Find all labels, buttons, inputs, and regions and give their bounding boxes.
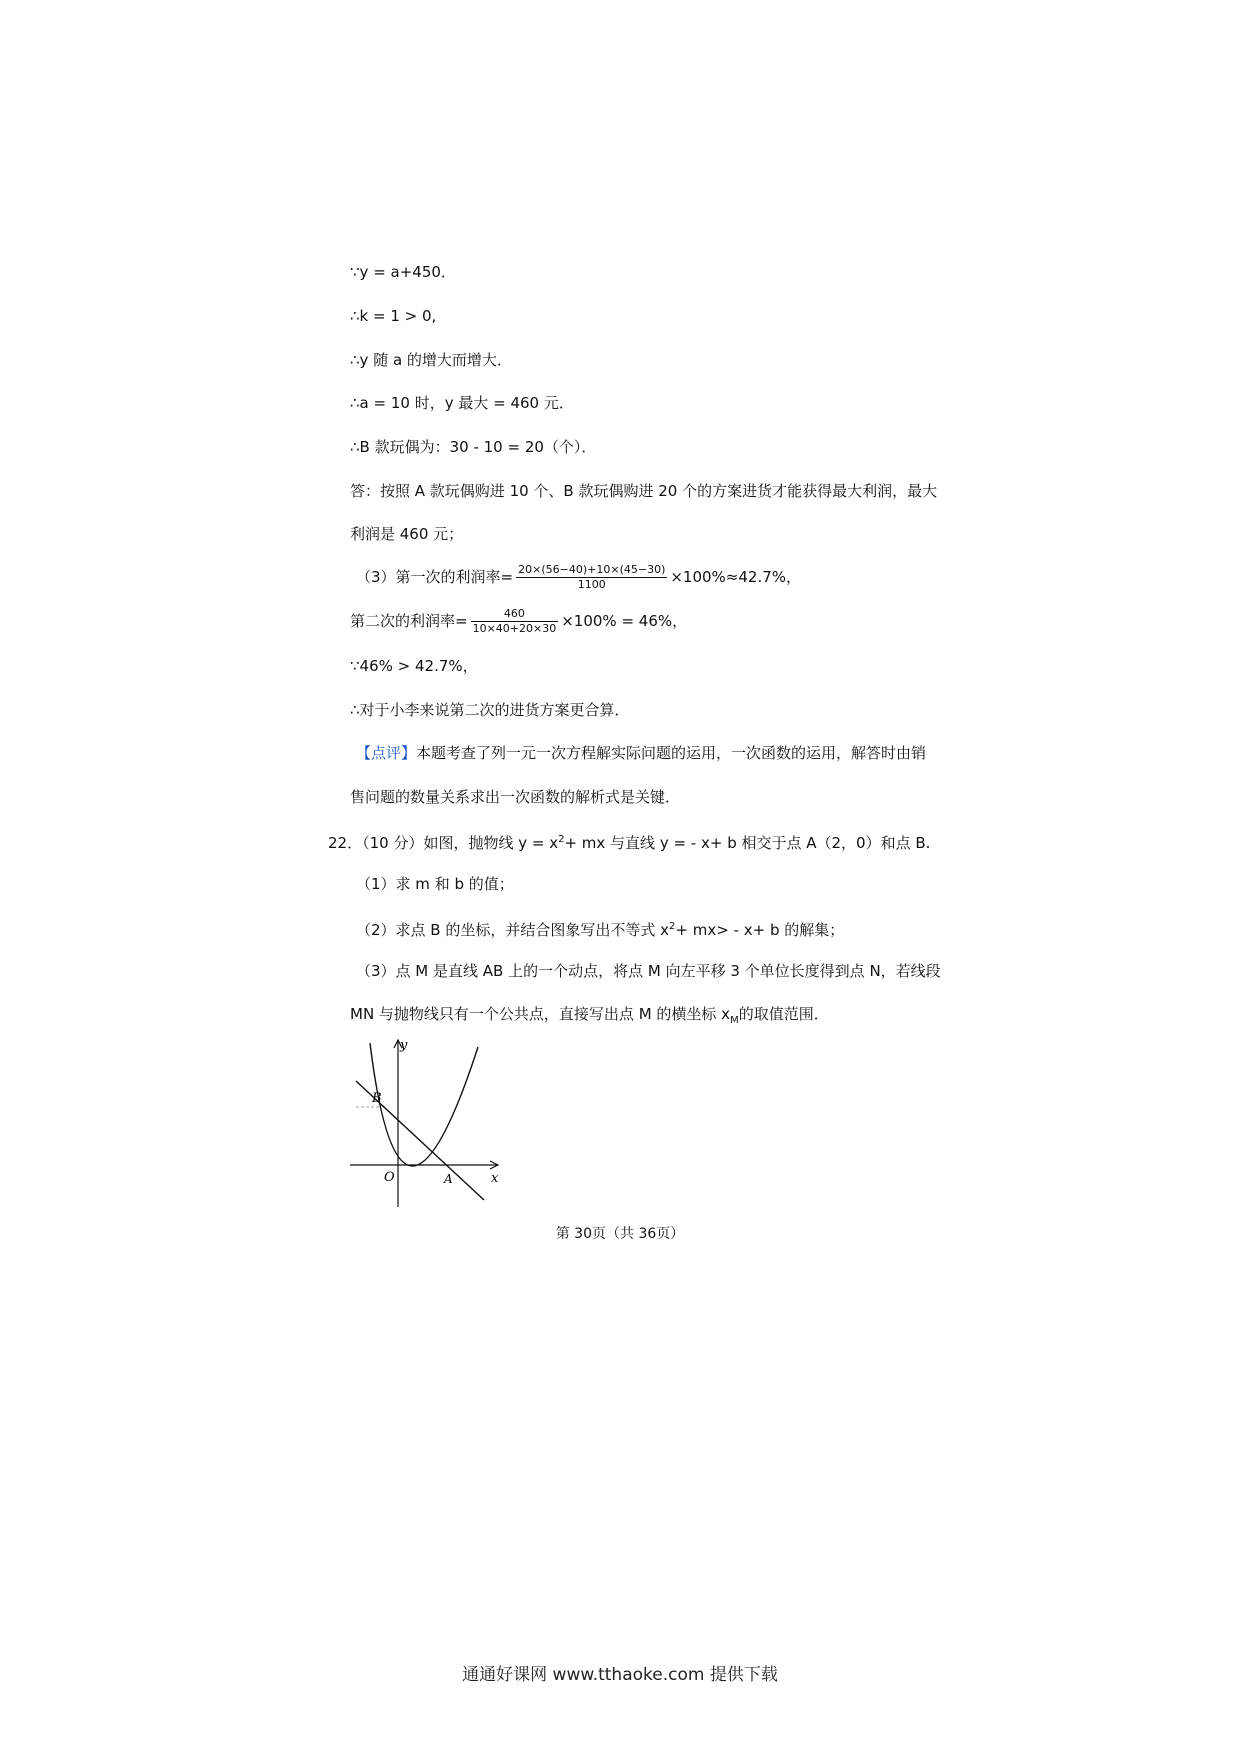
comment-tag: 【点评】 (356, 744, 417, 762)
comparison-line: ∵46% > 42.7%， (350, 657, 478, 675)
question-part-3-subscript: M (730, 1015, 739, 1026)
parabola-line-figure (348, 1035, 508, 1210)
first-rate-denominator: 1100 (577, 578, 606, 591)
answer-line-1: 答：按照 A 款玩偶购进 10 个、B 款玩偶购进 20 个的方案进货才能获得最大利润，最大 (350, 482, 938, 500)
comment-line-1 (356, 743, 926, 763)
solution-line-1: ∵y = a+450． (350, 263, 456, 281)
point-b-label: B (372, 1091, 382, 1106)
solution-line-4: ∴a = 10 时，y 最大 = 460 元． (350, 394, 574, 412)
second-rate-prefix: 第二次的利润率= (350, 612, 468, 630)
question-stem-exponent: 2 (558, 834, 565, 845)
x-axis-label: x (491, 1171, 499, 1186)
origin-label: O (384, 1170, 395, 1185)
question-part-1: （1）求 m 和 b 的值； (356, 875, 514, 893)
answer-line-2: 利润是 460 元； (350, 525, 464, 543)
parabola-curve (370, 1043, 478, 1166)
question-part-3: （3）点 M 是直线 AB 上的一个动点，将点 M 向左平移 3 个单位长度得到点 N，若线段 (356, 962, 941, 980)
second-rate-suffix: ×100% = 46%， (561, 612, 688, 630)
second-rate-denominator: 10×40+20×30 (472, 622, 557, 635)
page-number: 第 30页（共 36页） (555, 1226, 685, 1242)
site-footer: 通通好课网 www.tthaoke.com 提供下载 (462, 1665, 778, 1685)
first-profit-rate-line (356, 564, 801, 591)
question-stem-part-a: （10 分）如图，抛物线 y = x (362, 834, 559, 852)
question-part-3-continued-a: MN 与抛物线只有一个公共点，直接写出点 M 的横坐标 x (350, 1005, 731, 1023)
question-part-2 (356, 917, 844, 940)
solution-line-3: ∴y 随 a 的增大而增大． (350, 351, 512, 369)
second-profit-rate-line (350, 608, 687, 635)
question-stem-part-b: + mx 与直线 y = - x+ b 相交于点 A（2，0）和点 B. (564, 834, 931, 852)
conclusion-line: ∴对于小李来说第二次的进货方案更合算． (350, 701, 630, 719)
solution-line-5: ∴B 款玩偶为：30 - 10 = 20（个）． (350, 438, 597, 456)
comment-line-2: 售问题的数量关系求出一次函数的解析式是关键． (350, 788, 681, 806)
second-rate-fraction (471, 608, 559, 635)
comment-text: 本题考查了列一元一次方程解实际问题的运用，一次函数的运用，解答时由销 (416, 744, 927, 762)
question-part-3-continued (350, 1004, 829, 1031)
question-part-3-continued-b: 的取值范围． (738, 1005, 829, 1023)
first-rate-suffix: ×100%≈42.7%， (670, 568, 802, 586)
question-part-2-exponent: 2 (669, 921, 676, 932)
question-stem (328, 830, 930, 853)
point-a-label: A (444, 1172, 453, 1186)
first-rate-fraction (516, 564, 667, 591)
question-part-2-a: （2）求点 B 的坐标，并结合图象写出不等式 x (356, 921, 670, 939)
solution-line-2: ∴k = 1 > 0, (350, 307, 437, 325)
second-rate-numerator: 460 (471, 608, 559, 622)
question-part-2-b: + mx> - x+ b 的解集； (675, 921, 845, 939)
question-number: 22． (328, 834, 363, 852)
first-rate-prefix: （3）第一次的利润率= (356, 568, 514, 586)
first-rate-numerator: 20×(56−40)+10×(45−30) (518, 563, 666, 576)
y-axis-label: y (400, 1038, 408, 1053)
